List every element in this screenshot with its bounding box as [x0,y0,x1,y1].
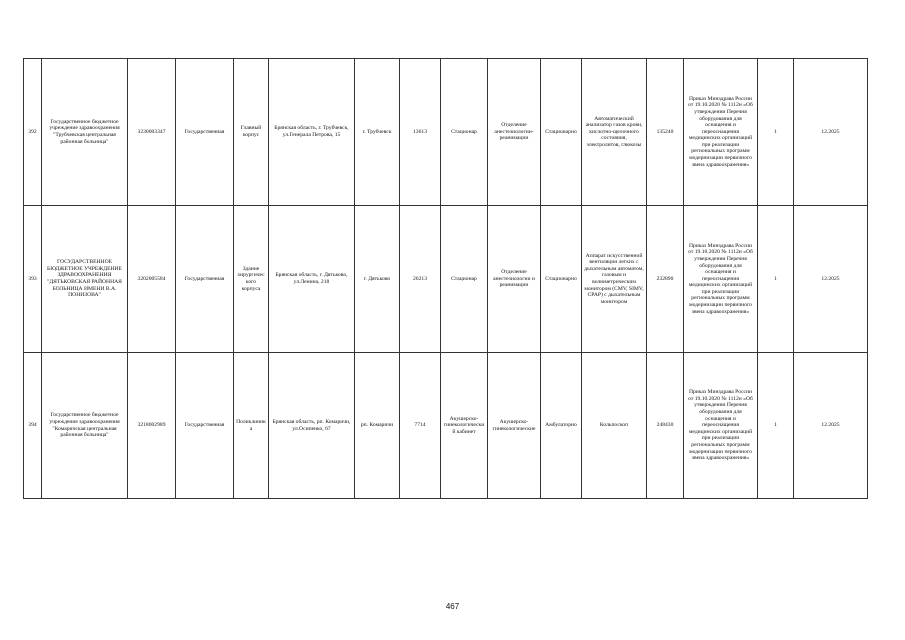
department: Отделение анестезиологии-реанимации [488,59,541,206]
regulation-order: Приказ Минздрава России от 19.10.2020 № 1112н «Об утверждении Перечня оборудования для оснащения и переоснащения медицинских организаций при реализации региональных программ модернизации первичного звена здравоохранения» [684,206,758,353]
ownership-form: Государственная [176,353,234,499]
table-row [24,206,868,353]
care-condition: Стационарно [541,206,582,353]
quantity: 1 [758,206,794,353]
address: Брянская область, г. Трубчевск, ул.Генерала Петрова, 15 [269,59,355,206]
department: Отделение анестезиологии и реанимации [488,206,541,353]
ownership-form: Государственная [176,206,234,353]
equipment-table [23,58,868,499]
building-name: Здание хирургического корпуса [234,206,269,353]
row-number: 393 [24,206,42,353]
care-condition: Стационарно [541,59,582,206]
department: Акушерско-гинекологические [488,353,541,499]
care-type: Стационар [441,206,488,353]
locality: г. Дятьково [355,206,400,353]
delivery-date: 12.2025 [794,59,868,206]
equipment-name: Кольпоскоп [582,353,647,499]
building-name: Поликлиника [234,353,269,499]
equipment-name: Аппарат искусственной вентиляции легких с дыхательным автоматом, газовым и волюметрическим монитором (CMV, SIMV, CPAP) с дыхательным монитором [582,206,647,353]
inn-code: 3230003347 [128,59,176,206]
organization-name: ГОСУДАРСТВЕННОЕ БЮДЖЕТНОЕ УЧРЕЖДЕНИЕ ЗДРАВООХРАНЕНИЯ "ДЯТЬКОВСКАЯ РАЙОННАЯ БОЛЬНИЦА ИМЕНИ В.А. ПОНИЗОВА" [42,206,128,353]
care-condition: Амбулаторно [541,353,582,499]
table-row [24,353,868,499]
equipment-code: 248430 [647,353,684,499]
regulation-order: Приказ Минздрава России от 19.10.2020 № 1112н «Об утверждении Перечня оборудования для оснащения и переоснащения медицинских организаций при реализации региональных программ модернизации первичного звена здравоохранения» [684,59,758,206]
care-type: Стационар [441,59,488,206]
population: 13613 [400,59,441,206]
row-number: 392 [24,59,42,206]
organization-name: Государственное бюджетное учреждение здравоохранения "Комаричская центральная районная больница" [42,353,128,499]
ownership-form: Государственная [176,59,234,206]
delivery-date: 12.2025 [794,206,868,353]
equipment-code: 135240 [647,59,684,206]
row-number: 394 [24,353,42,499]
care-type: Акушерско-гинекологический кабинет [441,353,488,499]
address: Брянская область, г. Дятьково, ул.Ленина, 218 [269,206,355,353]
inn-code: 3202005584 [128,206,176,353]
table-row [24,59,868,206]
inn-code: 3218002989 [128,353,176,499]
locality: г. Трубчевск [355,59,400,206]
organization-name: Государственное бюджетное учреждение здравоохранения "Трубчевская центральная районная больница" [42,59,128,206]
equipment-code: 232890 [647,206,684,353]
population: 26213 [400,206,441,353]
equipment-name: Автоматический анализатор газов крови, кислотно-щелочного состояния, электролитов, глюкозы [582,59,647,206]
regulation-order: Приказ Минздрава России от 19.10.2020 № 1112н «Об утверждении Перечня оборудования для оснащения и переоснащения медицинских организаций при реализации региональных программ модернизации первичного звена здравоохранения» [684,353,758,499]
address: Брянская область, рп. Комаричи, ул.Осипенко, 67 [269,353,355,499]
quantity: 1 [758,59,794,206]
locality: рп. Комаричи [355,353,400,499]
population: 7714 [400,353,441,499]
building-name: Главный корпус [234,59,269,206]
page-number: 467 [445,602,460,611]
quantity: 1 [758,353,794,499]
delivery-date: 12.2025 [794,353,868,499]
